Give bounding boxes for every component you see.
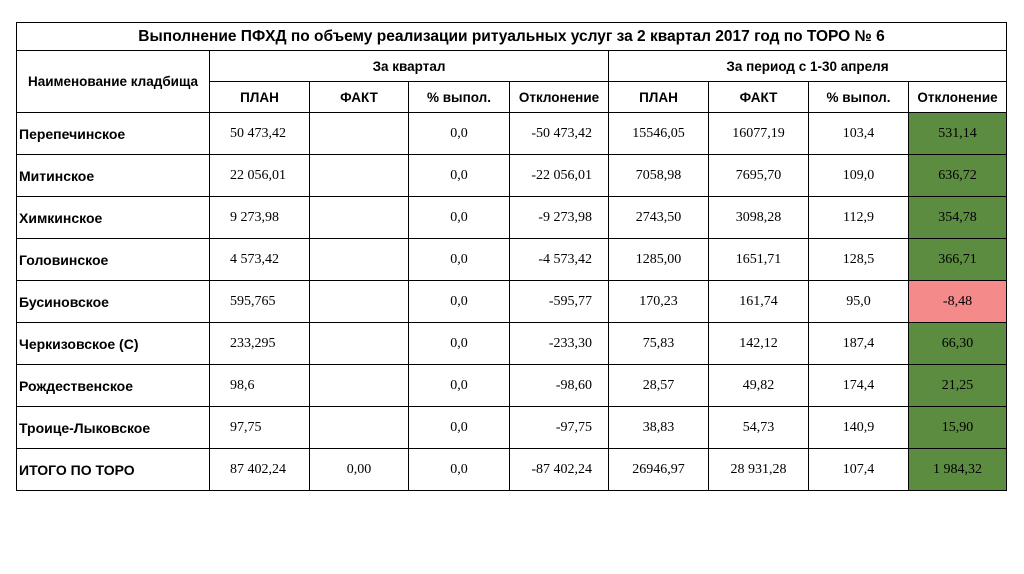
cemetery-name-cell: Митинское (17, 155, 210, 197)
table-row (17, 365, 1007, 407)
quarter-plan-cell: 50 473,42 (210, 113, 310, 155)
quarter-plan-cell: 595,765 (210, 281, 310, 323)
quarter-deviation-cell: -87 402,24 (510, 449, 609, 491)
table-row (17, 239, 1007, 281)
quarter-deviation-cell: -50 473,42 (510, 113, 609, 155)
period-fact-cell: 54,73 (709, 407, 809, 449)
quarter-deviation-cell: -4 573,42 (510, 239, 609, 281)
quarter-percent-cell: 0,0 (409, 197, 510, 239)
quarter-percent-cell: 0,0 (409, 113, 510, 155)
cemetery-name-cell: Химкинское (17, 197, 210, 239)
period-percent-cell: 187,4 (809, 323, 909, 365)
header-period-fact: ФАКТ (709, 82, 809, 113)
period-plan-cell: 26946,97 (609, 449, 709, 491)
period-deviation-cell: 354,78 (909, 197, 1007, 239)
quarter-fact-cell: 0,00 (310, 449, 409, 491)
quarter-plan-cell: 97,75 (210, 407, 310, 449)
table-row (17, 449, 1007, 491)
quarter-fact-cell (310, 155, 409, 197)
period-percent-cell: 128,5 (809, 239, 909, 281)
quarter-percent-cell: 0,0 (409, 239, 510, 281)
period-deviation-cell: 531,14 (909, 113, 1007, 155)
header-period-percent: % выпол. (809, 82, 909, 113)
period-fact-cell: 7695,70 (709, 155, 809, 197)
report-table (16, 22, 1007, 491)
period-deviation-cell: 66,30 (909, 323, 1007, 365)
period-percent-cell: 107,4 (809, 449, 909, 491)
quarter-plan-cell: 22 056,01 (210, 155, 310, 197)
quarter-percent-cell: 0,0 (409, 281, 510, 323)
cemetery-name-cell: Бусиновское (17, 281, 210, 323)
header-period-plan: ПЛАН (609, 82, 709, 113)
quarter-plan-cell: 233,295 (210, 323, 310, 365)
cemetery-name-cell: Перепечинское (17, 113, 210, 155)
quarter-percent-cell: 0,0 (409, 155, 510, 197)
table-row (17, 323, 1007, 365)
period-fact-cell: 161,74 (709, 281, 809, 323)
quarter-fact-cell (310, 407, 409, 449)
period-plan-cell: 170,23 (609, 281, 709, 323)
period-fact-cell: 28 931,28 (709, 449, 809, 491)
period-plan-cell: 15546,05 (609, 113, 709, 155)
quarter-percent-cell: 0,0 (409, 407, 510, 449)
header-quarter-deviation: Отклонение (510, 82, 609, 113)
quarter-fact-cell (310, 197, 409, 239)
header-quarter-plan: ПЛАН (210, 82, 310, 113)
period-fact-cell: 1651,71 (709, 239, 809, 281)
quarter-plan-cell: 4 573,42 (210, 239, 310, 281)
period-percent-cell: 103,4 (809, 113, 909, 155)
period-fact-cell: 16077,19 (709, 113, 809, 155)
period-percent-cell: 112,9 (809, 197, 909, 239)
period-plan-cell: 7058,98 (609, 155, 709, 197)
table-row (17, 197, 1007, 239)
period-percent-cell: 174,4 (809, 365, 909, 407)
period-plan-cell: 38,83 (609, 407, 709, 449)
table-title: Выполнение ПФХД по объему реализации ритуальных услуг за 2 квартал 2017 год по ТОРО № 6 (17, 23, 1007, 51)
period-deviation-cell: -8,48 (909, 281, 1007, 323)
period-percent-cell: 140,9 (809, 407, 909, 449)
header-cemetery-name: Наименование кладбища (17, 51, 210, 113)
cemetery-name-cell: ИТОГО ПО ТОРО (17, 449, 210, 491)
quarter-percent-cell: 0,0 (409, 449, 510, 491)
quarter-plan-cell: 87 402,24 (210, 449, 310, 491)
quarter-deviation-cell: -98,60 (510, 365, 609, 407)
quarter-fact-cell (310, 239, 409, 281)
cemetery-name-cell: Троице-Лыковское (17, 407, 210, 449)
period-plan-cell: 2743,50 (609, 197, 709, 239)
table-body (17, 113, 1007, 491)
quarter-percent-cell: 0,0 (409, 365, 510, 407)
period-fact-cell: 49,82 (709, 365, 809, 407)
period-plan-cell: 1285,00 (609, 239, 709, 281)
period-deviation-cell: 1 984,32 (909, 449, 1007, 491)
header-quarter-percent: % выпол. (409, 82, 510, 113)
table-row (17, 407, 1007, 449)
period-deviation-cell: 636,72 (909, 155, 1007, 197)
period-percent-cell: 109,0 (809, 155, 909, 197)
quarter-fact-cell (310, 365, 409, 407)
quarter-deviation-cell: -595,77 (510, 281, 609, 323)
quarter-deviation-cell: -97,75 (510, 407, 609, 449)
period-deviation-cell: 15,90 (909, 407, 1007, 449)
quarter-fact-cell (310, 113, 409, 155)
quarter-fact-cell (310, 323, 409, 365)
cemetery-name-cell: Рождественское (17, 365, 210, 407)
period-deviation-cell: 366,71 (909, 239, 1007, 281)
header-quarter-fact: ФАКТ (310, 82, 409, 113)
header-period-group: За период с 1-30 апреля (609, 51, 1007, 82)
cemetery-name-cell: Головинское (17, 239, 210, 281)
period-percent-cell: 95,0 (809, 281, 909, 323)
quarter-percent-cell: 0,0 (409, 323, 510, 365)
cemetery-name-cell: Черкизовское (С) (17, 323, 210, 365)
header-period-deviation: Отклонение (909, 82, 1007, 113)
period-fact-cell: 142,12 (709, 323, 809, 365)
quarter-fact-cell (310, 281, 409, 323)
quarter-plan-cell: 9 273,98 (210, 197, 310, 239)
period-plan-cell: 75,83 (609, 323, 709, 365)
table-row (17, 113, 1007, 155)
table-row (17, 281, 1007, 323)
period-plan-cell: 28,57 (609, 365, 709, 407)
period-fact-cell: 3098,28 (709, 197, 809, 239)
header-quarter-group: За квартал (210, 51, 609, 82)
table-row (17, 155, 1007, 197)
quarter-deviation-cell: -22 056,01 (510, 155, 609, 197)
quarter-plan-cell: 98,6 (210, 365, 310, 407)
period-deviation-cell: 21,25 (909, 365, 1007, 407)
quarter-deviation-cell: -9 273,98 (510, 197, 609, 239)
quarter-deviation-cell: -233,30 (510, 323, 609, 365)
